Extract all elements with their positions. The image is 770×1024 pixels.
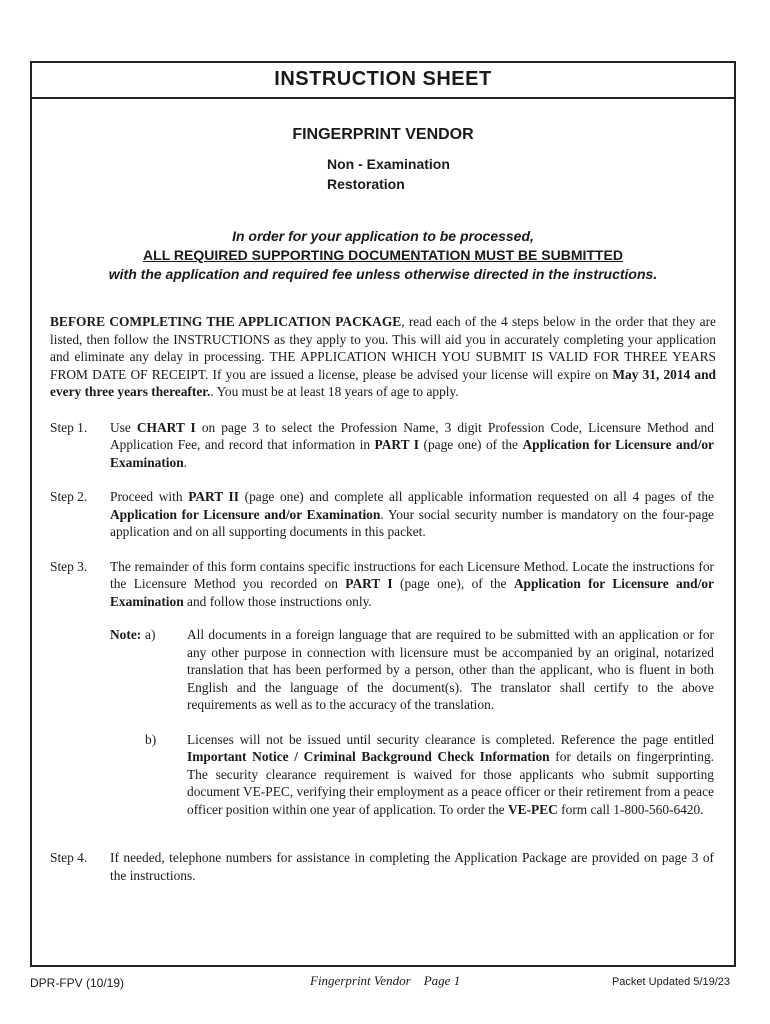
note-b-text [187,731,714,819]
note-b-letter: b) [145,731,157,747]
part-ref: PART I [374,437,419,452]
application-ref: Application for Licensure and/or Examination [110,437,714,470]
step-1-part: . [183,454,188,470]
step-4 [50,849,714,884]
chart-ref: CHART I [136,419,196,435]
intro-body: , read each of the 4 steps below in the order that they are listed, then follow the INSTRUCTIONS as they apply to you. This will aid you in accurately completing your application and eliminate any delay in processing. THE APPLICATION WHICH YOU SUBMIT IS VALID FOR THREE YEARS FROM DATE OF RECEIPT. If you are issued a license, please be advised your license will expire on [50,314,716,382]
step-1-part: Use [110,419,137,435]
step-2-part: (page one) and complete all applicable information requested on all 4 pages of the [238,489,715,504]
note-b-part: Licenses will not be issued until security clearance is completed. Reference the page entitled [187,731,714,747]
step-3-label: Step 3. [50,558,88,574]
page-title: INSTRUCTION SHEET [32,63,734,99]
note-a [110,626,714,714]
step-1-part: (page one) of the [419,437,523,452]
ve-pec-ref: VE-PEC [507,801,558,817]
step-3-part: The remainder of this form contains specific instructions for each Licensure Method. Locate the instructions for the Licensure Method you recorded on [110,558,714,591]
step-4-label: Step 4. [50,850,88,865]
step-1-part: on page 3 to select the Profession Name, 3 digit Profession Code, Licensure Method and Application Fee, and record that information in [110,419,714,452]
part-ref: PART I [345,576,393,591]
intro-paragraph [50,313,716,401]
intro-lead: BEFORE COMPLETING THE APPLICATION PACKAGE [50,314,402,329]
note-a-letter: a) [145,627,156,642]
step-3 [50,558,714,611]
step-2-label: Step 2. [50,489,88,504]
note-a-text: All documents in a foreign language that are required to be submitted with an application or for any other purpose in connection with licensure must be accompanied by an original, notarized translation that has been performed by a person, other than the applicant, who is fluent in both English and the language of the document(s). The translator shall certify to the above requirements as well as to the accuracy of the translation. [187,627,714,712]
step-1-text [110,419,714,472]
step-2-part: Proceed with [110,489,189,504]
step-4-text: If needed, telephone numbers for assistance in completing the Application Package are provided on page 3 of the instructions. [110,850,714,883]
step-3-part: and follow those instructions only. [183,593,372,609]
intro-tail: . You must be at least 18 years of age to apply. [210,384,459,399]
note-spacer [110,731,145,819]
packet-updated: Packet Updated 5/19/23 [611,976,730,988]
step-1-label: Step 1. [50,419,88,435]
step-3-part: (page one), of the [392,576,514,591]
form-id: DPR-FPV (10/19) [30,976,125,990]
note-b [110,731,714,819]
note-b-part: for details on fingerprinting. The security clearance requirement is waived for those applicants who submit supporting document VE-PEC, verifying their employment as a peace officer or their retirement from a peace officer position within one year of application. To order the [187,749,715,817]
part-ref: PART II [188,489,239,504]
step-2-text [110,488,714,541]
notice-line-3: with the application and required fee unless otherwise directed in the instructions. [108,266,658,282]
submission-notice [32,227,734,284]
expiry-date: May 31, 2014 and every three years thereafter. [50,366,716,399]
notice-line-2: ALL REQUIRED SUPPORTING DOCUMENTATION MUST BE SUBMITTED [143,247,623,263]
application-ref: Application for Licensure and/or Examination [110,506,381,522]
notice-line-1: In order for your application to be processed, [232,228,534,244]
instruction-frame [30,61,736,967]
type-non-examination: Non - Examination [327,156,450,172]
notice-page-ref: Important Notice / Criminal Background Check Information [187,749,550,764]
step-1 [50,419,714,472]
note-label: Note: [110,627,142,642]
step-2 [50,488,714,541]
page-number: Fingerprint Vendor Page 1 [310,973,461,988]
application-ref: Application for Licensure and/or Examination [110,576,714,609]
step-3-text [110,558,714,611]
type-restoration: Restoration [327,176,405,192]
note-b-part: form call 1-800-560-6420. [557,801,704,817]
application-types [327,154,734,194]
document-subtitle: FINGERPRINT VENDOR [292,126,474,143]
step-2-part: . Your social security number is mandatory on the four-page application and on all supporting documents in this packet. [110,506,714,539]
